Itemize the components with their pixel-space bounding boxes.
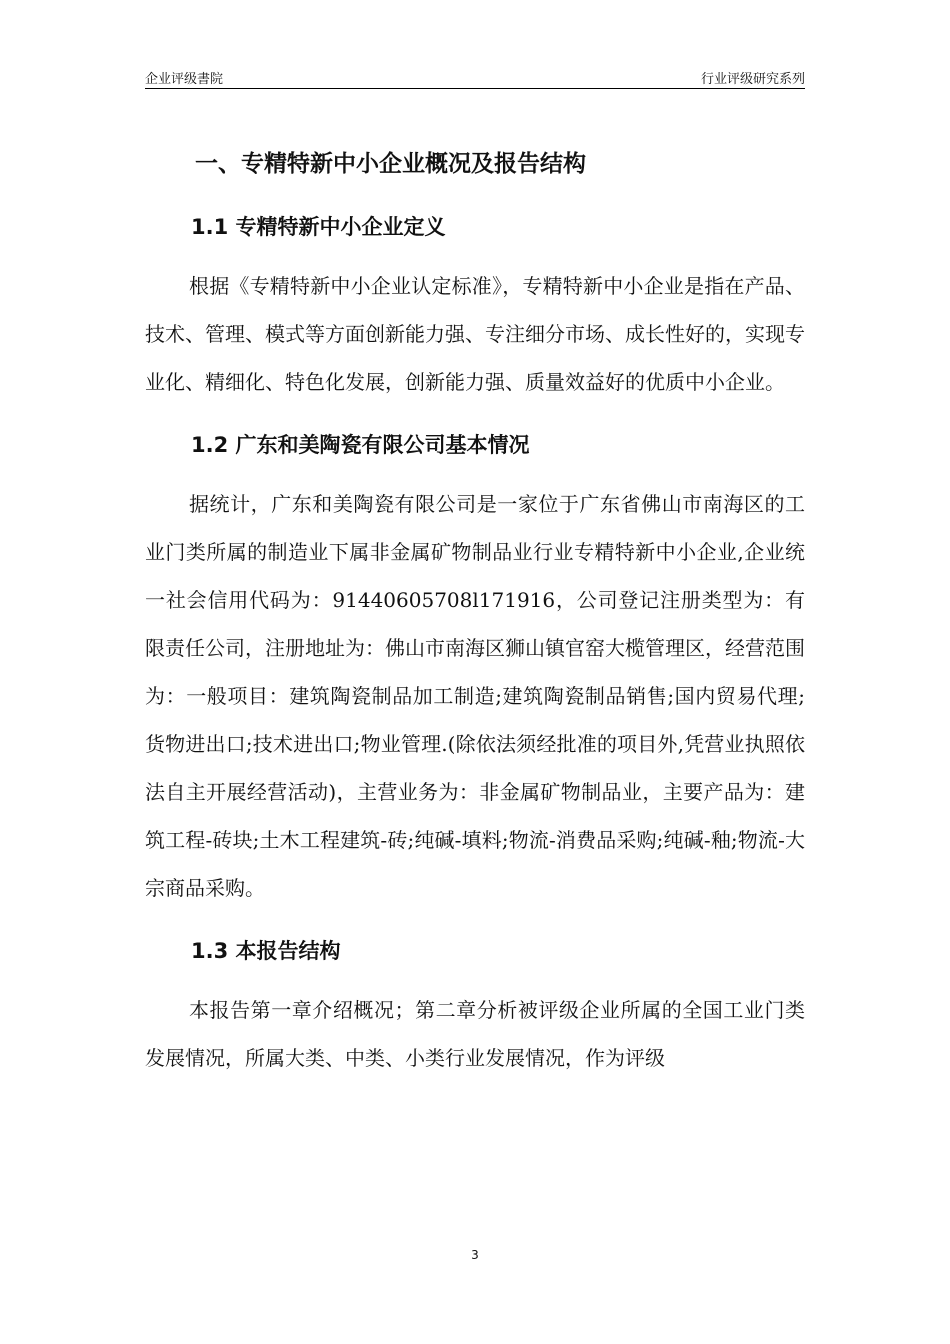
section-paragraph-1-1: 根据《专精特新中小企业认定标准》，专精特新中小企业是指在产品、技术、管理、模式等方面创新能力强、专注细分市场、成长性好的，实现专业化、精细化、特色化发展，创新能力强、质量效益好的优质中小企业。: [145, 274, 805, 394]
header-right-text: 行业评级研究系列: [700, 72, 805, 87]
header-left-text: 企业评级書院: [145, 72, 224, 87]
section-heading-1-1: 1.1 专精特新中小企业定义: [191, 215, 446, 239]
page-number: 3: [471, 1248, 479, 1262]
page-content: [145, 140, 805, 1082]
section-paragraph-1-3: 本报告第一章介绍概况；第二章分析被评级企业所属的全国工业门类发展情况，所属大类、中类、小类行业发展情况，作为评级: [145, 998, 805, 1070]
page-header: [145, 64, 805, 89]
section-heading-1-2: 1.2 广东和美陶瓷有限公司基本情况: [191, 433, 530, 457]
chapter-title: 一、专精特新中小企业概况及报告结构: [195, 151, 586, 177]
section-heading-1-3: 1.3 本报告结构: [191, 939, 341, 963]
section-paragraph-1-2: 据统计，广东和美陶瓷有限公司是一家位于广东省佛山市南海区的工业门类所属的制造业下属非金属矿物制品业行业专精特新中小企业,企业统一社会信用代码为：91440605708l171916，公司登记注册类型为：有限责任公司，注册地址为：佛山市南海区狮山镇官窑大榄管理区，经营范围为：一般项目：建筑陶瓷制品加工制造;建筑陶瓷制品销售;国内贸易代理;货物进出口;技术进出口;物业管理.(除依法须经批准的项目外,凭营业执照依法自主开展经营活动)，主营业务为：非金属矿物制品业，主要产品为：建筑工程-砖块;土木工程建筑-砖;纯碱-填料;物流-消费品采购;纯碱-釉;物流-大宗商品采购。: [145, 492, 805, 900]
